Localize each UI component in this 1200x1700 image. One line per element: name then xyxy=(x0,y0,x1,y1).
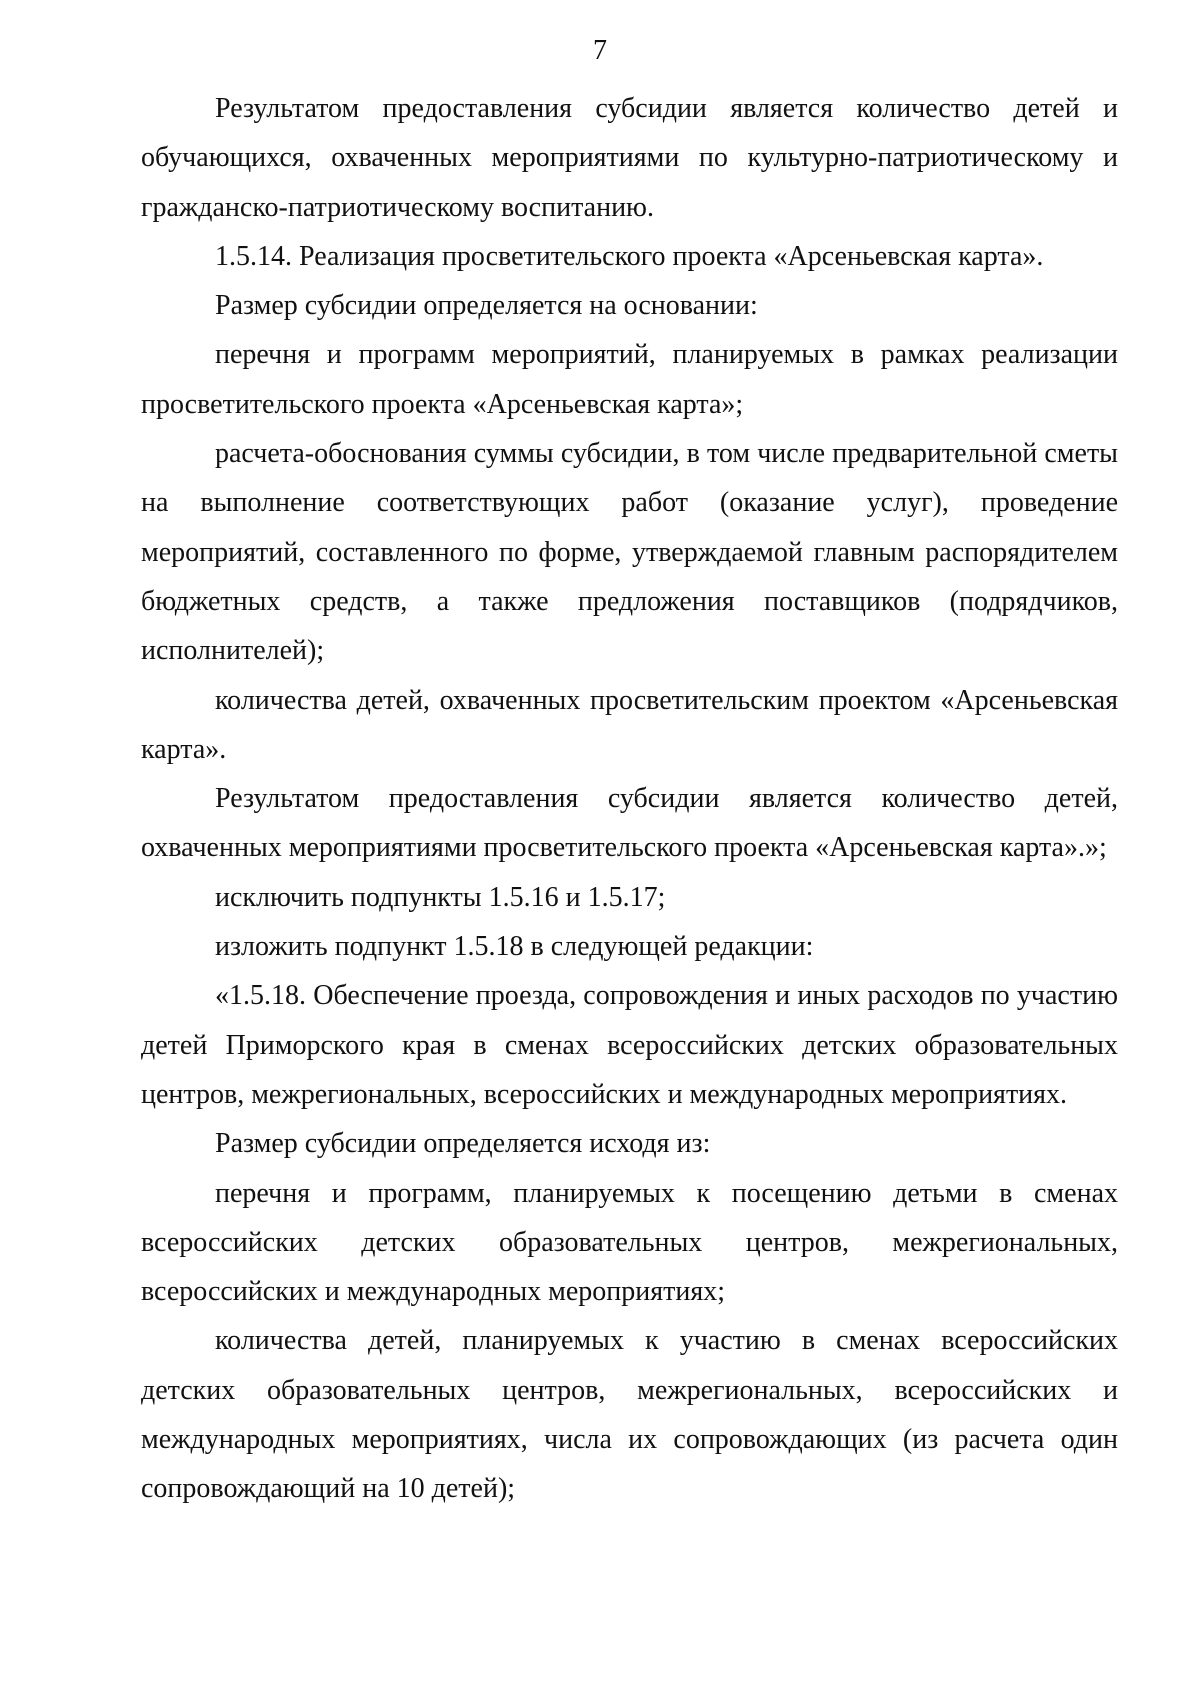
paragraph-item-1-5-14: 1.5.14. Реализация просветительского проекта «Арсеньевская карта». xyxy=(215,240,1044,272)
paragraph-amend-item: изложить подпункт 1.5.18 в следующей редакции: xyxy=(215,931,814,963)
page-number: 7 xyxy=(593,35,607,66)
paragraph-calculation: расчета-обоснования суммы субсидии, в том числе предварительной сметы на выполнение соответствующих работ (оказание услуг), проведение мероприятий, составленного по форме, утверждаемой главным распорядителем бюджетных средств, а также предложения поставщиков (подрядчиков, исполнителей); xyxy=(141,438,1118,667)
paragraph-subsidy-based-on: Размер субсидии определяется исходя из: xyxy=(215,1128,711,1160)
paragraph-list-of-programs: перечня и программ, планируемых к посещению детьми в сменах всероссийских детских образовательных центров, межрегиональных, всероссийских и международных мероприятиях; xyxy=(141,1177,1118,1308)
paragraph-result-arsenyev: Результатом предоставления субсидии является количество детей, охваченных мероприятиями просветительского проекта «Арсеньевская карта».»; xyxy=(141,783,1118,864)
paragraph-result-patriotic: Результатом предоставления субсидии является количество детей и обучающихся, охваченных мероприятиями по культурно-патриотическому и гражданско-патриотическому воспитанию. xyxy=(141,93,1118,223)
paragraph-exclude-items: исключить подпункты 1.5.16 и 1.5.17; xyxy=(215,881,666,913)
document-body xyxy=(141,84,1118,1514)
paragraph-item-1-5-18: «1.5.18. Обеспечение проезда, сопровождения и иных расходов по участию детей Приморского края в сменах всероссийских детских образовательных центров, межрегиональных, всероссийских и международных мероприятиях. xyxy=(141,980,1118,1110)
paragraph-subsidy-basis: Размер субсидии определяется на основании: xyxy=(215,290,758,322)
paragraph-children-count: количества детей, охваченных просветительским проектом «Арсеньевская карта». xyxy=(141,684,1118,765)
paragraph-list-of-events: перечня и программ мероприятий, планируемых в рамках реализации просветительского проекта «Арсеньевская карта»; xyxy=(141,339,1118,420)
paragraph-children-and-escorts: количества детей, планируемых к участию в сменах всероссийских детских образовательных центров, межрегиональных, всероссийских и международных мероприятиях, числа их сопровождающих (из расчета один сопровождающий на 10 детей); xyxy=(141,1325,1118,1505)
